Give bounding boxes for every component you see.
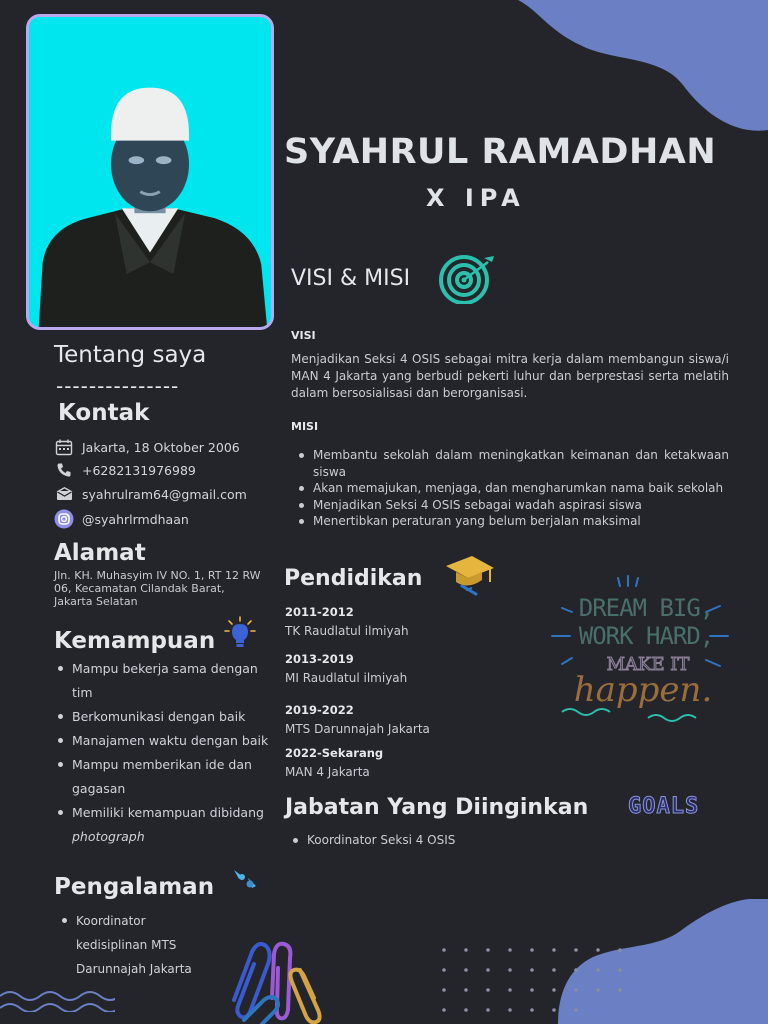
visi-misi-heading: VISI & MISI <box>291 266 411 291</box>
sticker-line-3: MAKE IT <box>606 654 690 675</box>
full-name: SYAHRUL RAMADHAN <box>284 132 717 172</box>
skill-text: Memiliki kemampuan dibidang <box>72 805 264 820</box>
contact-heading: Kontak <box>58 400 150 426</box>
list-item: Koordinator kedisiplinan MTS Darunnajah Jakarta <box>60 909 210 981</box>
decor-dot-grid <box>440 946 640 1016</box>
list-item: Berkomunikasi dengan baik <box>56 705 271 729</box>
list-item <box>56 801 271 849</box>
visi-label: VISI <box>291 329 316 342</box>
list-item: Menertibkan peraturan yang belum berjalan maksimal <box>296 513 729 530</box>
list-item: Membantu sekolah dalam meningkatkan keimanan dan ketakwaan siswa <box>296 447 729 480</box>
class-label: X IPA <box>426 184 526 212</box>
instagram-icon <box>54 510 74 528</box>
desired-position-list <box>290 832 455 849</box>
education-school: MTS Darunnajah Jakarta <box>285 722 430 736</box>
target-icon <box>436 252 498 304</box>
lightbulb-icon <box>224 616 256 650</box>
education-year: 2011-2012 <box>285 605 354 619</box>
education-school: TK Raudlatul ilmiyah <box>285 624 409 638</box>
contact-phone-link[interactable]: +6282131976989 <box>82 462 196 478</box>
contact-email-link[interactable]: syahrulram64@gmail.com <box>82 486 247 502</box>
portrait-image <box>29 17 271 327</box>
visi-text: Menjadikan Seksi 4 OSIS sebagai mitra kerja dalam membangun siswa/i MAN 4 Jakarta yang berbudi pekerti luhur dan berprestasi serta melatih dalam bersosialisasi dan berorganisasi. <box>291 352 729 400</box>
education-year: 2022-Sekarang <box>285 746 384 760</box>
list-item: Manajamen waktu dengan baik <box>56 729 271 753</box>
graduation-cap-icon <box>442 552 496 596</box>
skills-heading: Kemampuan <box>54 628 216 654</box>
contact-instagram-link[interactable]: @syahrlrmdhaan <box>82 511 189 527</box>
misi-list <box>296 447 729 530</box>
address-heading: Alamat <box>54 540 146 566</box>
experience-list <box>60 909 210 981</box>
pushpin-icon <box>230 866 260 894</box>
experience-heading: Pengalaman <box>54 874 215 900</box>
sticker-line-1: DREAM BIG, <box>578 594 714 622</box>
education-heading: Pendidikan <box>284 566 423 591</box>
contact-instagram <box>54 510 189 528</box>
goals-sticker: GOALS <box>628 794 700 819</box>
skills-list <box>56 657 271 849</box>
list-item: Menjadikan Seksi 4 OSIS sebagai wadah aspirasi siswa <box>296 497 729 514</box>
contact-birth-text: Jakarta, 18 Oktober 2006 <box>82 439 240 455</box>
mail-icon <box>54 485 74 503</box>
education-year: 2013-2019 <box>285 652 354 666</box>
misi-label: MISI <box>291 420 319 433</box>
about-heading: Tentang saya <box>54 342 207 368</box>
skill-italic: photograph <box>72 829 145 844</box>
education-item <box>285 652 407 687</box>
profile-photo <box>26 14 274 330</box>
address-text: Jln. KH. Muhasyim IV NO. 1, RT 12 RW 06, Kecamatan Cilandak Barat, Jakarta Selatan <box>54 569 261 608</box>
decor-wave <box>0 988 115 1012</box>
education-school: MAN 4 Jakarta <box>285 765 370 779</box>
list-item: Mampu memberikan ide dan gagasan <box>56 753 271 801</box>
contact-phone <box>54 461 196 479</box>
phone-icon <box>54 461 74 479</box>
education-item <box>285 703 430 738</box>
desired-position-heading: Jabatan Yang Diinginkan <box>285 795 589 820</box>
education-item <box>285 746 383 781</box>
education-year: 2019-2022 <box>285 703 354 717</box>
contact-birth <box>54 438 240 456</box>
contact-email <box>54 485 247 503</box>
motivation-sticker <box>548 574 730 724</box>
list-item: Akan memajukan, menjaga, dan mengharumkan nama baik sekolah <box>296 480 729 497</box>
list-item: Koordinator Seksi 4 OSIS <box>290 832 455 849</box>
education-school: MI Raudlatul ilmiyah <box>285 671 408 685</box>
list-item: Mampu bekerja sama dengan tim <box>56 657 271 705</box>
divider-dashes: --------------- <box>56 374 180 398</box>
decor-blob-top <box>518 0 768 135</box>
sticker-line-2: WORK HARD, <box>578 622 714 650</box>
paperclips-icon <box>222 940 332 1024</box>
calendar-icon <box>54 438 74 456</box>
sticker-line-4: happen. <box>573 670 713 710</box>
education-item <box>285 605 409 640</box>
